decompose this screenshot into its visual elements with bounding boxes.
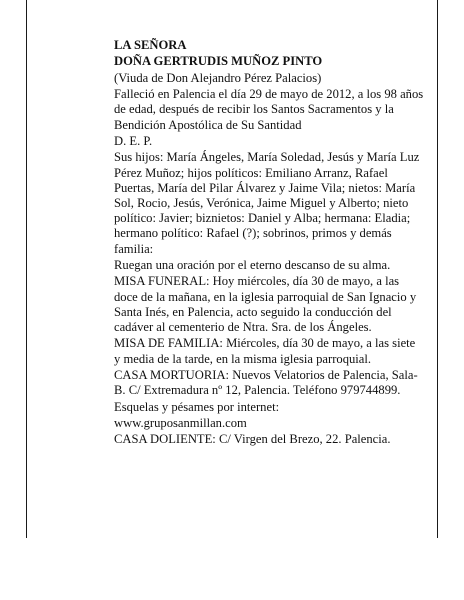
- website-link[interactable]: www.gruposanmillan.com: [114, 415, 247, 430]
- honorific: LA SEÑORA: [114, 38, 187, 52]
- family-mass: MISA DE FAMILIA: Miércoles, día 30 de mayo, a las siete y media de la tarde, en la misma iglesia parroquial.: [114, 336, 416, 366]
- rip: D. E. P.: [114, 133, 153, 148]
- widow-of: (Viuda de Don Alejandro Pérez Palacios): [114, 70, 322, 85]
- mourning-house: CASA DOLIENTE: C/ Virgen del Brezo, 22. Palencia.: [114, 432, 391, 447]
- prayer-request: Ruegan una oración por el eterno descanso de su alma.: [114, 257, 391, 272]
- funeral-home: CASA MORTUORIA: Nuevos Velatorios de Palencia, Sala-B. C/ Extremadura nº 12, Palencia. Teléfono 979744899.: [114, 367, 418, 398]
- obituary-notice: [114, 38, 424, 448]
- deceased-name: DOÑA GERTRUDIS MUÑOZ PINTO: [114, 54, 323, 69]
- internet-label: Esquelas y pésames por internet:: [114, 399, 280, 414]
- funeral-mass: MISA FUNERAL: Hoy miércoles, día 30 de mayo, a las doce de la mañana, en la iglesia parroquial de San Ignacio y Santa Inés, en Palencia, acto seguido la conducción del cadáver al cementerio de Ntra. Sra. de los Ángeles.: [114, 274, 417, 334]
- family-list: Sus hijos: María Ángeles, María Soledad, Jesús y María Luz Pérez Muñoz; hijos políticos: Emiliano Arranz, Rafael Puertas, María del Pilar Álvarez y Jaime Vila; nietos: María Sol, Rocio, Jesús, Verónica, Jaime Miguel y Alberto; nieto político: Javier; biznietos: Daniel y Alba; hermana: Eladia; hermano político: Rafael (?); sobrinos, primos y demás familia:: [114, 150, 420, 256]
- death-details: Falleció en Palencia el día 29 de mayo de 2012, a los 98 años de edad, después de recibir los Santos Sacramentos y la Bendición Apostólica de Su Santidad: [114, 87, 424, 132]
